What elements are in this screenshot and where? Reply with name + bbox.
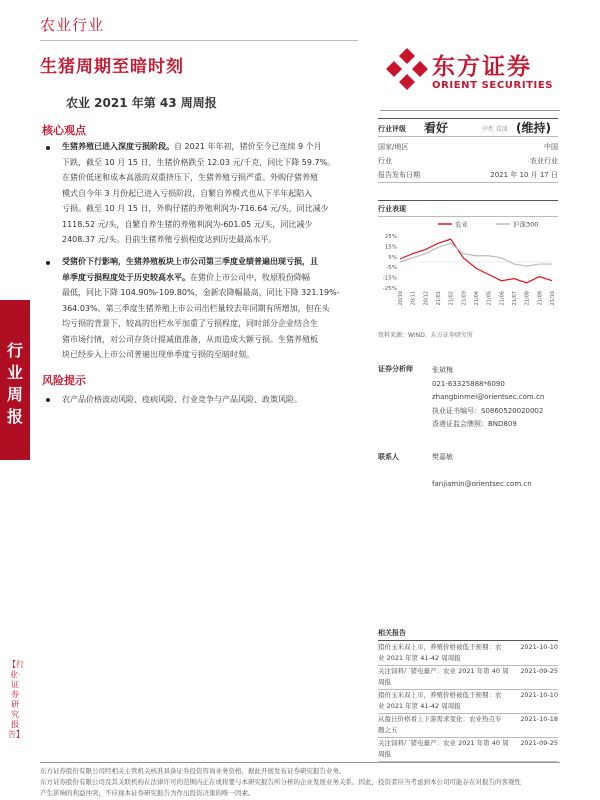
- core-p2-bold: 单季度亏损程度处于历史较高水平。: [62, 272, 190, 282]
- x-tick-label: 21/07: [512, 291, 518, 306]
- side-label: 行业周报: [6, 341, 23, 426]
- rating-row: [378, 154, 558, 167]
- related-report-date: 2021-09-25: [520, 667, 558, 675]
- bullet: [46, 146, 50, 150]
- legend-label: 沪深300: [513, 220, 539, 229]
- logo-name-en: ORIENT SECURITIES: [432, 80, 554, 91]
- related-report-date: 2021-10-10: [520, 691, 558, 699]
- analyst-name: 张斌梅: [432, 366, 453, 374]
- core-p1-line: 在猪价低迷和成本高涨的双重挤压下，生猪养殖亏损严重。外购仔猪养殖: [62, 173, 318, 182]
- x-tick-label: 20/11: [410, 291, 417, 306]
- perf-source: 资料来源：WIND、东方证券研究所: [378, 332, 473, 339]
- series-line-agriculture: [400, 239, 552, 283]
- y-tick-label: 15%: [384, 244, 397, 251]
- rating-rule: [378, 182, 558, 183]
- core-p2-line: 猪市场行情，对公司存货计提减值准备，从而造成大额亏损。生猪养殖板: [62, 334, 318, 344]
- core-p1-line: 1118.52 元/头，自繁自养生猪的养殖利润为-601.05 元/头，同比减少: [62, 219, 313, 229]
- footer-line: 东方证券股份有限公司经相关主管机关核准具备证券投资咨询业务资格，据此开展发布证券研究报告业务。: [40, 767, 346, 775]
- core-p2-line: 块已经步入上市公司普遍出现单季度亏损的至暗时刻。: [62, 350, 254, 359]
- legend-label: 农业: [455, 220, 468, 229]
- related-rule: [378, 640, 558, 641]
- x-tick-label: 21/01: [436, 291, 442, 306]
- x-tick-label: 21/05: [486, 291, 493, 306]
- y-tick-label: 25%: [384, 234, 397, 240]
- rating-row-value: 中国: [544, 143, 558, 151]
- core-p1-bold: 生猪养殖已进入深度亏损阶段。: [62, 142, 174, 151]
- footer-line: 东方证券股份有限公司及其关联机构在法律许可的范围内正在或将要与本研究报告所分析的企业发展业务关系。因此，投资者应当考虑到本公司可能存在对报告的客观性: [40, 778, 521, 786]
- core-p1-line: 模式自今年 3 月份起已进入亏损阶段，自繁自养模式也从下半年起陷入: [62, 188, 313, 198]
- related-report-date: 2021-10-18: [520, 715, 558, 723]
- analyst-phone: 021-63325888*6090: [432, 379, 505, 388]
- logo-name-cn: 东方证券: [432, 54, 532, 80]
- analyst-hk-license: 香港证监会牌照：BND809: [432, 420, 517, 428]
- contact-name: 樊嘉敏: [432, 453, 453, 461]
- core-p1-line: 自 2021 年年初，猪价至今已连续 9 个月: [174, 142, 322, 151]
- core-p2-tail: 在猪价上市公司中，牧原股份降幅: [190, 272, 310, 282]
- rating-row: [378, 168, 558, 181]
- sector-label: 农业行业: [40, 16, 105, 34]
- x-tick-label: 21/02: [448, 291, 455, 306]
- performance-chart: [378, 218, 558, 318]
- related-report-date: 2021-10-10: [520, 643, 558, 651]
- related-report-title: 业 2021 年第 41-42 周周报: [378, 702, 461, 710]
- related-report-title: 从盈日价格看上下游需求变化：农业热点专: [378, 715, 502, 723]
- rating-label: 行业评级: [378, 125, 406, 133]
- bullet: [46, 261, 50, 265]
- y-tick-label: -5%: [386, 265, 397, 272]
- rating-row-key: 行业: [378, 157, 392, 165]
- y-tick-label: -25%: [382, 286, 397, 292]
- y-tick-label: -15%: [382, 275, 397, 282]
- rating-value: 看好: [424, 121, 449, 135]
- contact-label: 联系人: [378, 453, 399, 461]
- analyst-info: [432, 364, 562, 432]
- y-tick-label: 5%: [388, 254, 397, 261]
- rating-options: 中性 看淡: [482, 126, 508, 133]
- rating-row: [378, 140, 558, 153]
- x-tick-label: 20/12: [423, 291, 430, 306]
- core-paragraph-1: [62, 139, 362, 248]
- related-heading: 相关报告: [378, 629, 406, 637]
- core-heading: 核心观点: [42, 124, 86, 137]
- footer-line: 产生影响的利益冲突，不应视本证券研究报告为作出投资决策的唯一因素。: [40, 789, 255, 797]
- core-p1-line: 2408.37 元/头。目前生猪养殖亏损程度达到历史最高水平。: [62, 235, 277, 244]
- rating-row-key: 国家/地区: [378, 143, 409, 151]
- related-report-title: 业 2021 年第 41-42 周周报: [378, 654, 461, 662]
- core-p2-line: 均亏损的背景下，较高的出栏水平加重了亏损程度，同时部分企业结合生: [62, 319, 318, 328]
- related-report-item[interactable]: [378, 690, 558, 712]
- rating-row-value: 农业行业: [530, 157, 558, 165]
- core-p1-line: 下跌，截至 10 月 15 日，生猪价格跌至 12.03 元/千克，同比下降 59.7%。: [62, 157, 336, 167]
- related-report-item[interactable]: [378, 714, 558, 736]
- core-p2-bold: 受猪价下行影响，生猪养殖板块上市公司第三季度业绩普遍出现亏损，且: [62, 257, 318, 266]
- related-report-title: 周报: [378, 750, 391, 758]
- analyst-label: 证券分析师: [378, 365, 413, 373]
- perf-top-rule: [378, 200, 558, 201]
- analyst-email[interactable]: zhangbinmei@orientsec.com.cn: [432, 393, 545, 401]
- related-report-title: 关注饲料厂猪电量产：农业 2021 年第 40 周: [378, 739, 509, 747]
- related-report-title: 猪价玉米双上市，养殖价格被低于预期：农: [378, 691, 502, 699]
- perf-rule: [378, 216, 558, 217]
- series-line-csi300: [400, 243, 552, 266]
- risk-heading: 风险提示: [42, 374, 86, 387]
- core-p2-line: 364.03%。第三季度生猪养殖上市公司出栏量较去年同期有所增加，但在头: [62, 303, 330, 313]
- related-report-item[interactable]: [378, 666, 558, 688]
- related-report-item[interactable]: [378, 642, 558, 664]
- x-tick-label: 21/06: [499, 291, 506, 306]
- related-report-date: 2021-09-25: [520, 739, 558, 747]
- related-report-title: 周报: [378, 678, 391, 686]
- perf-heading: 行业表现: [378, 205, 406, 213]
- report-subtitle: 农业 2021 年第 43 周周报: [66, 96, 217, 110]
- side-note: 【行业·证券研究报告】: [8, 660, 24, 739]
- related-report-title: 题之五: [378, 726, 398, 734]
- footer-rule: [40, 762, 560, 763]
- related-report-title: 关注饲料厂猪电量产：农业 2021 年第 40 周: [378, 667, 509, 675]
- rating-status: (维持): [516, 121, 551, 135]
- rating-row-key: 报告发布日期: [378, 171, 420, 179]
- x-tick-label: 21/03: [461, 291, 468, 306]
- risk-text: 农产品价格波动风险、疫病风险、行业竞争与产品风险、政策风险。: [62, 395, 302, 404]
- analyst-license: 执业证书编号：S0860520020002: [432, 406, 544, 415]
- core-paragraph-2: [62, 254, 362, 363]
- rating-row-value: 2021 年 10 月 17 日: [490, 171, 558, 179]
- x-tick-label: 21/08: [524, 291, 531, 306]
- header-divider: [40, 40, 358, 41]
- bullet: [46, 398, 50, 402]
- related-report-item[interactable]: [378, 738, 558, 760]
- footer-disclaimer: [40, 766, 560, 799]
- core-p1-line: 亏损。截至 10 月 15 日，外购仔猪的养殖利润为-716.64 元/头，同比减少: [62, 204, 329, 213]
- x-tick-label: 21/10: [550, 291, 556, 306]
- x-tick-label: 21/09: [537, 291, 544, 306]
- logo-divider: [380, 110, 560, 111]
- x-tick-label: 21/04: [474, 291, 480, 306]
- orient-logo-icon: [384, 46, 430, 92]
- related-report-title: 猪价玉米双上市，养殖价格被低于预期：农: [378, 643, 502, 651]
- rating-rule: [378, 136, 558, 137]
- core-p2-line: 最低，同比下降 104.90%-109.80%，金新农降幅最高，同比下降 321.19%-: [62, 288, 340, 297]
- report-title: 生猪周期至暗时刻: [40, 57, 184, 77]
- x-tick-label: 20/10: [398, 291, 404, 306]
- contact-email[interactable]: fanjiamin@orientsec.com.cn: [432, 480, 532, 488]
